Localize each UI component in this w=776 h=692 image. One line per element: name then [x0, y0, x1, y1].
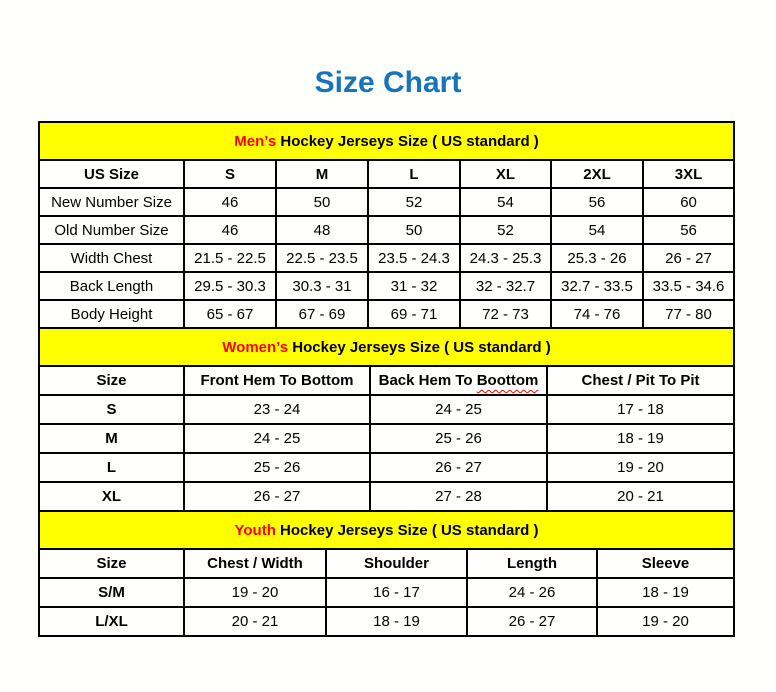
mens-band-row — [39, 122, 734, 160]
row-label: Body Height — [39, 300, 184, 328]
col-header-shoulder: Shoulder — [326, 549, 467, 578]
back-hem-label-prefix: Back Hem To — [378, 372, 477, 389]
row-label: Old Number Size — [39, 216, 184, 244]
cell-value: 46 — [184, 188, 276, 216]
table-row — [39, 578, 734, 607]
youth-size-table — [38, 510, 735, 637]
cell-value: 69 - 71 — [368, 300, 460, 328]
col-header-l: L — [368, 160, 460, 188]
cell-value: 56 — [551, 188, 643, 216]
table-row — [39, 395, 734, 424]
cell-value: 25 - 26 — [370, 424, 547, 453]
cell-value: 32 - 32.7 — [460, 272, 551, 300]
cell-value: 27 - 28 — [370, 482, 547, 511]
youth-band-row — [39, 511, 734, 549]
cell-value: 50 — [368, 216, 460, 244]
table-row — [39, 216, 734, 244]
cell-value: 65 - 67 — [184, 300, 276, 328]
cell-value: 17 - 18 — [547, 395, 734, 424]
mens-section-header — [39, 122, 734, 160]
table-row — [39, 244, 734, 272]
cell-value: 23 - 24 — [184, 395, 370, 424]
row-label: S — [39, 395, 184, 424]
cell-value: 21.5 - 22.5 — [184, 244, 276, 272]
table-row — [39, 424, 734, 453]
cell-value: 26 - 27 — [467, 607, 597, 636]
col-header-chest-width: Chest / Width — [184, 549, 326, 578]
youth-section-header — [39, 511, 734, 549]
cell-value: 67 - 69 — [276, 300, 368, 328]
cell-value: 22.5 - 23.5 — [276, 244, 368, 272]
cell-value: 25.3 - 26 — [551, 244, 643, 272]
youth-header-row — [39, 549, 734, 578]
col-header-3xl: 3XL — [643, 160, 734, 188]
cell-value: 19 - 20 — [184, 578, 326, 607]
table-row — [39, 188, 734, 216]
row-label: New Number Size — [39, 188, 184, 216]
cell-value: 77 - 80 — [643, 300, 734, 328]
cell-value: 29.5 - 30.3 — [184, 272, 276, 300]
cell-value: 60 — [643, 188, 734, 216]
cell-value: 19 - 20 — [547, 453, 734, 482]
col-header-sleeve: Sleeve — [597, 549, 734, 578]
cell-value: 18 - 19 — [326, 607, 467, 636]
row-label: L — [39, 453, 184, 482]
cell-value: 46 — [184, 216, 276, 244]
col-header-size: Size — [39, 549, 184, 578]
womens-band-rest: Hockey Jerseys Size ( US standard ) — [288, 338, 551, 356]
cell-value: 24 - 25 — [184, 424, 370, 453]
table-row — [39, 607, 734, 636]
col-header-xl: XL — [460, 160, 551, 188]
row-label: S/M — [39, 578, 184, 607]
table-row — [39, 482, 734, 511]
mens-header-row — [39, 160, 734, 188]
mens-size-table — [38, 121, 735, 329]
col-header-m: M — [276, 160, 368, 188]
youth-band-highlight: Youth — [234, 521, 276, 539]
cell-value: 31 - 32 — [368, 272, 460, 300]
row-label: M — [39, 424, 184, 453]
cell-value: 23.5 - 24.3 — [368, 244, 460, 272]
col-header-chest-pit: Chest / Pit To Pit — [547, 366, 734, 395]
womens-header-row — [39, 366, 734, 395]
mens-band-highlight: Men’s — [234, 132, 277, 150]
row-label: L/XL — [39, 607, 184, 636]
col-header-size: Size — [39, 366, 184, 395]
tables-container — [38, 121, 733, 637]
womens-section-header — [39, 328, 734, 366]
table-row — [39, 453, 734, 482]
col-header-back-hem — [370, 366, 547, 395]
cell-value: 74 - 76 — [551, 300, 643, 328]
cell-value: 24 - 25 — [370, 395, 547, 424]
cell-value: 26 - 27 — [643, 244, 734, 272]
col-header-front-hem: Front Hem To Bottom — [184, 366, 370, 395]
col-header-2xl: 2XL — [551, 160, 643, 188]
cell-value: 26 - 27 — [370, 453, 547, 482]
cell-value: 20 - 21 — [547, 482, 734, 511]
cell-value: 16 - 17 — [326, 578, 467, 607]
col-header-length: Length — [467, 549, 597, 578]
col-header-s: S — [184, 160, 276, 188]
cell-value: 20 - 21 — [184, 607, 326, 636]
cell-value: 48 — [276, 216, 368, 244]
page-title: Size Chart — [314, 66, 462, 99]
table-row — [39, 300, 734, 328]
cell-value: 18 - 19 — [597, 578, 734, 607]
cell-value: 52 — [368, 188, 460, 216]
womens-band-row — [39, 328, 734, 366]
table-row — [39, 272, 734, 300]
cell-value: 72 - 73 — [460, 300, 551, 328]
cell-value: 26 - 27 — [184, 482, 370, 511]
cell-value: 33.5 - 34.6 — [643, 272, 734, 300]
youth-band-rest: Hockey Jerseys Size ( US standard ) — [275, 521, 539, 539]
cell-value: 19 - 20 — [597, 607, 734, 636]
cell-value: 24 - 26 — [467, 578, 597, 607]
cell-value: 54 — [460, 188, 551, 216]
row-label: Width Chest — [39, 244, 184, 272]
cell-value: 52 — [460, 216, 551, 244]
mens-band-rest: Hockey Jerseys Size ( US standard ) — [276, 132, 539, 150]
cell-value: 24.3 - 25.3 — [460, 244, 551, 272]
cell-value: 56 — [643, 216, 734, 244]
cell-value: 30.3 - 31 — [276, 272, 368, 300]
womens-band-highlight: Women’s — [222, 338, 289, 356]
cell-value: 54 — [551, 216, 643, 244]
cell-value: 32.7 - 33.5 — [551, 272, 643, 300]
womens-size-table — [38, 327, 735, 512]
row-label: Back Length — [39, 272, 184, 300]
cell-value: 18 - 19 — [547, 424, 734, 453]
row-label: XL — [39, 482, 184, 511]
cell-value: 50 — [276, 188, 368, 216]
back-hem-label-typo: Boottom — [476, 372, 539, 389]
col-header-us-size: US Size — [39, 160, 184, 188]
cell-value: 25 - 26 — [184, 453, 370, 482]
